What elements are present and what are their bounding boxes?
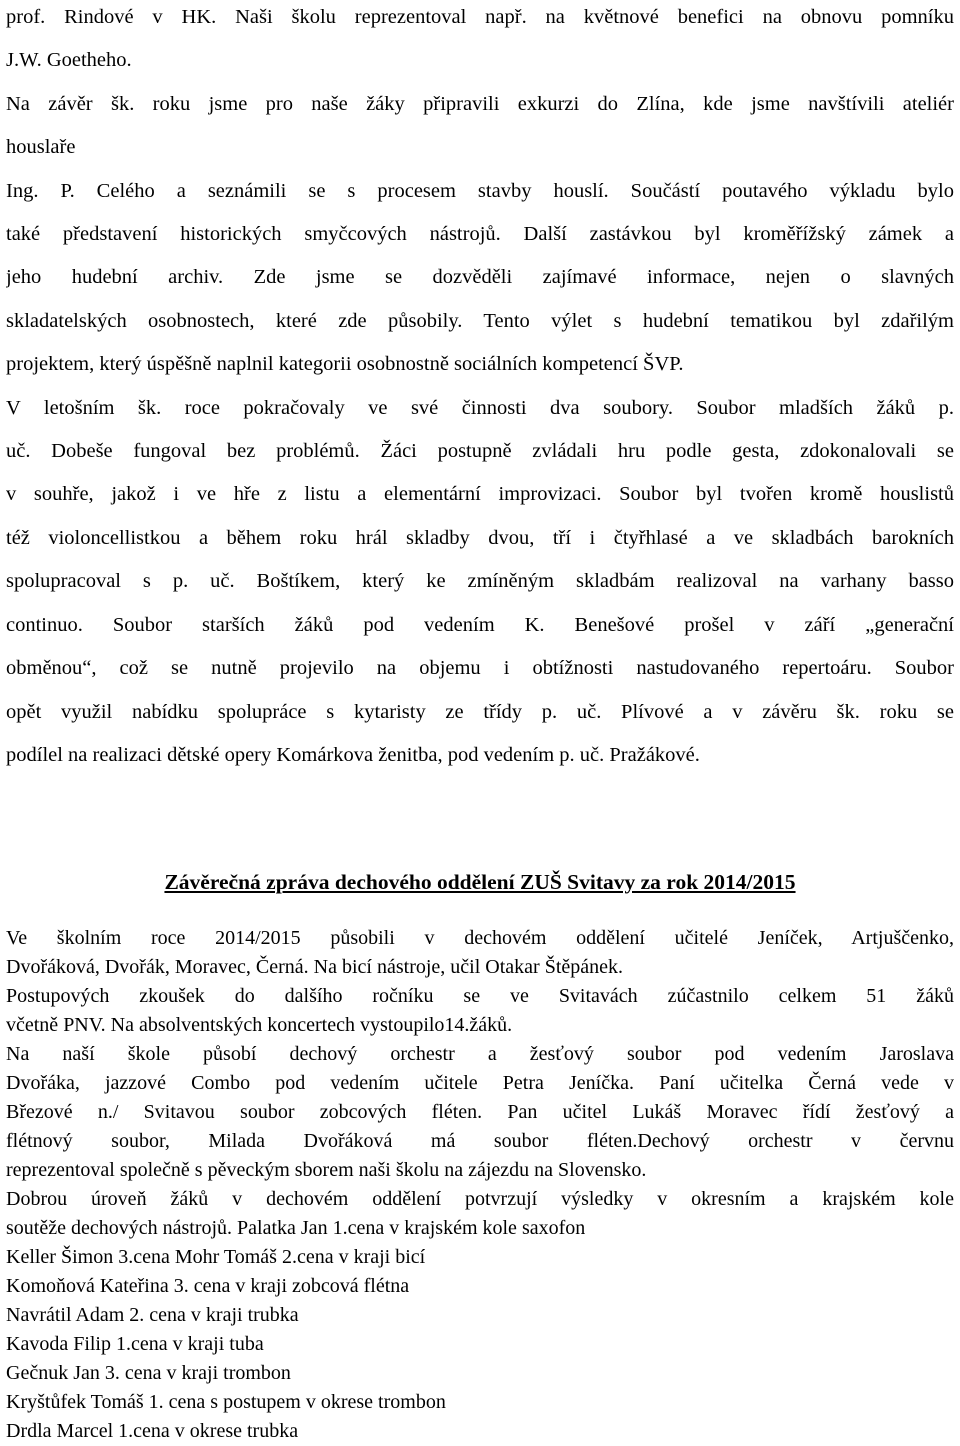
text-line: Kryštůfek Tomáš 1. cena s postupem v okrese trombon bbox=[6, 1391, 446, 1413]
text-line: Dvořáková, Dvořák, Moravec, Černá. Na bicí nástroje, učil Otakar Štěpánek. bbox=[6, 956, 624, 978]
text-line: obměnou“, což se nutně projevilo na objemu i obtížnosti nastudovaného repertoáru. Soubor bbox=[6, 657, 954, 680]
text-line: Na naší škole působí dechový orchestr a žesťový soubor pod vedením Jaroslava bbox=[6, 1043, 954, 1065]
text-line: Gečnuk Jan 3. cena v kraji trombon bbox=[6, 1362, 291, 1384]
text-line: J.W. Goetheho. bbox=[6, 49, 132, 72]
text-line: včetně PNV. Na absolventských koncertech vystoupilo14.žáků. bbox=[6, 1014, 513, 1036]
text-line: Kavoda Filip 1.cena v kraji tuba bbox=[6, 1333, 264, 1355]
text-line: spolupracoval s p. uč. Boštíkem, který ke zmíněným skladbám realizoval na varhany basso bbox=[6, 570, 954, 593]
text-line: Drdla Marcel 1.cena v okrese trubka bbox=[6, 1420, 299, 1442]
text-line: Postupových zkoušek do dalšího ročníku se ve Svitavách zúčastnilo celkem 51 žáků bbox=[6, 985, 954, 1007]
text-line: flétnový soubor, Milada Dvořáková má soubor fléten.Dechový orchestr v červnu bbox=[6, 1130, 954, 1152]
text-line: houslaře bbox=[6, 136, 76, 159]
text-line: V letošním šk. roce pokračovaly ve své činnosti dva soubory. Soubor mladších žáků p. bbox=[6, 396, 954, 419]
text-line: skladatelských osobnostech, které zde působily. Tento výlet s hudební tematikou byl zdařilým bbox=[6, 309, 954, 332]
text-line: soutěže dechových nástrojů. Palatka Jan 1.cena v krajském kole saxofon bbox=[6, 1217, 586, 1239]
text-line: Ve školním roce 2014/2015 působili v dechovém oddělení učitelé Jeníček, Artjuščenko, bbox=[6, 927, 954, 949]
text-line: reprezentoval společně s pěveckým sborem naši školu na zájezdu na Slovensko. bbox=[6, 1159, 647, 1181]
winds-section-text bbox=[6, 924, 954, 1446]
text-line: uč. Dobeše fungoval bez problémů. Žáci postupně zvládali hru podle gesta, zdokonalovali se bbox=[6, 440, 954, 463]
text-line: Komoňová Kateřina 3. cena v kraji zobcová flétna bbox=[6, 1275, 410, 1297]
text-line: prof. Rindové v HK. Naši školu reprezentoval např. na květnové benefici na obnovu pomníku bbox=[6, 6, 954, 28]
text-line: jeho hudební archiv. Zde jsme se dozvěděli zajímavé informace, nejen o slavných bbox=[6, 266, 954, 289]
report-heading: Závěrečná zpráva dechového oddělení ZUŠ Svitavy za rok 2014/2015 bbox=[164, 870, 796, 894]
text-line: v souhře, jakož i ve hře z listu a elementární improvizaci. Soubor byl tvořen kromě houslistů bbox=[6, 483, 954, 506]
text-line: Keller Šimon 3.cena Mohr Tomáš 2.cena v kraji bicí bbox=[6, 1246, 426, 1268]
text-line: také představení historických smyčcových nástrojů. Další zastávkou byl kroměřížský zámek a bbox=[6, 223, 954, 246]
text-line: Navrátil Adam 2. cena v kraji trubka bbox=[6, 1304, 299, 1326]
text-line: continuo. Soubor starších žáků pod vedením K. Benešové prošel v září „generační bbox=[6, 613, 954, 636]
strings-section-text bbox=[6, 0, 954, 777]
text-line: Dvořáka, jazzové Combo pod vedením učitele Petra Jeníčka. Paní učitelka Černá vede v bbox=[6, 1072, 954, 1094]
text-line: Ing. P. Celého a seznámili se s procesem stavby houslí. Součástí poutavého výkladu bylo bbox=[6, 179, 954, 202]
text-line: též violoncellistkou a během roku hrál skladby dvou, tří i čtyřhlasé a ve skladbách barokních bbox=[6, 526, 954, 549]
text-line: projektem, který úspěšně naplnil kategorii osobnostně sociálních kompetencí ŠVP. bbox=[6, 353, 684, 376]
text-line: Březové n./ Svitavou soubor zobcových fléten. Pan učitel Lukáš Moravec řídí žesťový a bbox=[6, 1101, 954, 1123]
text-line: Na závěr šk. roku jsme pro naše žáky připravili exkurzi do Zlína, kde jsme navštívili ateliér bbox=[6, 92, 954, 115]
text-line: podílel na realizaci dětské opery Komárkova ženitba, pod vedením p. uč. Pražákové. bbox=[6, 743, 700, 766]
text-line: opět využil nabídku spolupráce s kytaristy ze třídy p. uč. Plívové a v závěru šk. roku se bbox=[6, 700, 954, 723]
text-line: Dobrou úroveň žáků v dechovém oddělení potvrzují výsledky v okresním a krajském kole bbox=[6, 1188, 954, 1210]
